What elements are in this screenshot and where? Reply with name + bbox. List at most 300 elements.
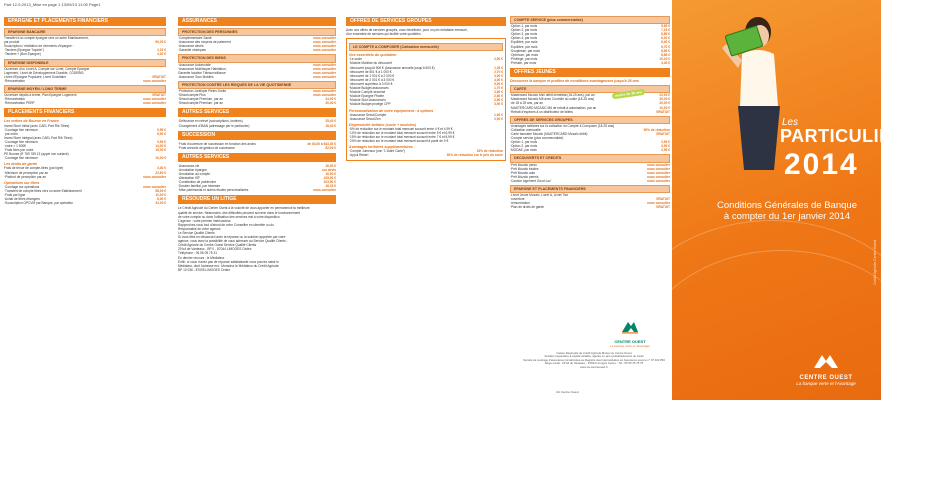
offres-services-groupes-list (510, 124, 670, 153)
price-value: 1,00 € (494, 112, 503, 117)
price-value: 20,00 € (659, 101, 670, 106)
price-label: ·Livret Jeune Mozaïc, Livret A, Livret Tiwi (510, 193, 568, 198)
text-line: Avec nos offres de services groupés, vous bénéficiez, pour un prix forfaitaire mensuel, (346, 28, 468, 32)
cover-les: Les (782, 117, 799, 128)
price-label: ·Souplesse, par mois (510, 48, 540, 53)
subheader-epargne-bancaire: EPARGNE BANCAIRE (4, 28, 166, 36)
subtitle-personnalisation: Personnalisation de votre équipement : à options (349, 108, 434, 113)
price-value: 15% de réduction (476, 149, 503, 154)
text-line: L'agence : votre premier interlocuteur (178, 218, 231, 223)
footer-note: CA Centre Ouest (556, 390, 579, 394)
cover-panel (672, 0, 918, 400)
price-value: 6,70 € (661, 44, 670, 49)
subheader-protection-biens: PROTECTION DES BIENS (178, 54, 336, 62)
subheader-offres-services-groupes: OFFRES DE SERVICES GROUPES (510, 116, 670, 124)
price-label: ·Garantie obsèques (178, 48, 206, 53)
subheader-epargne-disponible: EPARGNE DISPONIBLE (4, 59, 166, 67)
text-line: qualité de service. Néanmoins, des difficultés peuvent survenir dans le fonctionnement (178, 210, 301, 215)
column-epargne (4, 14, 166, 394)
litige-text (178, 206, 336, 272)
price-label: Livret d'Epargne Populaire, Livret Sociétaire (4, 74, 67, 79)
price-value: nous consulter (313, 62, 336, 67)
text-line: Responsable de votre agence. (178, 226, 222, 231)
price-row (4, 101, 166, 105)
text-line: Crédit Agricole du Centre Ouest Service Qualité Clients (178, 243, 257, 248)
price-value: 1,70 € (494, 86, 503, 91)
text-line: Rapprochez-vous tout d'abord de votre Conseiller en clientèle ou du (178, 222, 274, 227)
text-line: Médiateur, dont l'adresse est : Monsieur le Médiateur du Crédit Agricole (178, 263, 279, 268)
subtitle-essentiels: Vos essentiels du quotidien (349, 53, 397, 58)
price-label: Transfert d'un compte épargne vers un autre Etablissement, (4, 36, 89, 41)
price-value: GRATUIT (656, 205, 670, 210)
price-value: nous consulter (647, 166, 670, 171)
price-value: nous consulter (647, 178, 670, 183)
price-label: ·Courtage fixe minimum (4, 127, 38, 132)
price-label: ·Module Epargne Pilotée (349, 94, 385, 99)
logo-name: CENTRE OUEST (614, 339, 646, 344)
price-value: 16,90 € (325, 163, 336, 168)
price-label: ·Dossier familial, par trimestre (178, 184, 221, 189)
column-offres-groupes (346, 14, 506, 394)
price-label: Frais de tenue de compte-titres (par ligne) (4, 166, 64, 171)
autres-services-1-list (178, 119, 336, 127)
price-value: nous consulter (313, 188, 336, 193)
text-line: Le Crédit Agricole du Centre Ouest a la volonté de vous apporter en permanence la meilleure (178, 206, 310, 211)
text-line: BP 10 036 - 87005 LIMOGES Cedex (178, 267, 231, 272)
price-label: ·Courtage fixe minimum (4, 156, 38, 161)
price-row (510, 110, 670, 114)
price-value: 8,85 € (661, 48, 670, 53)
price-label: ·10% de réduction sur le montant total mensuel souscrit entre 5 € et 6,99 € (349, 130, 455, 135)
price-value: nous consulter (313, 36, 336, 41)
price-value: 50% de réduction (643, 127, 670, 132)
price-label: ·Mise patrimonial et autres études personnalisées (178, 188, 249, 193)
offres-intro (346, 28, 506, 36)
price-value: 58,00 € (155, 188, 166, 193)
price-label: ·Annotation au compte (178, 171, 211, 176)
price-label: PE Bourse (R 789 789 13 (appel non surtaxé) (4, 152, 69, 157)
subheader-compte-service: COMPTE SERVICE (plus commercialisé) (510, 16, 670, 24)
price-value: 22,00 € (659, 93, 670, 98)
price-label: ·Module Suivi Assurances (349, 98, 386, 103)
price-label: ·5% de réduction sur le montant total mensuel souscrit entre 4 € et 4,99 € (349, 126, 453, 131)
price-label: Invest Store Intégral (avec CAEL Part Rib Titres) (4, 135, 73, 140)
price-label: ·Option 2, par mois (510, 144, 538, 149)
price-label: ·Attestation ISF (178, 176, 200, 181)
price-label: ·par ordre (4, 131, 18, 136)
price-label: ·Module Budget protégé CPP (349, 102, 391, 107)
subtitle-degressivite: Dégressivité tarifaire (socle + modules) (349, 122, 417, 127)
price-value: nous consulter (313, 74, 336, 79)
price-row (4, 79, 166, 83)
price-label: ·Equilibre, par mois (510, 44, 538, 49)
price-label: ·Mastercard Mozaïc Mini débit immédiat (18-25 ans), par an (510, 93, 595, 98)
cover-logo-icon (811, 352, 841, 370)
cover-tagline: La banque verte et l'Avantage (796, 381, 856, 386)
price-label: Garantie locative Télésurveillance (178, 70, 226, 75)
section-header-autres-services-1: AUTRES SERVICES (178, 108, 336, 117)
price-label: ·Prêt Mozaïc auto (510, 170, 536, 175)
garde-list (4, 166, 166, 178)
price-value: 18,35 € (325, 184, 336, 189)
price-label: ·20% de réduction sur le montant total mensuel souscrit à partir de 9 € (349, 139, 449, 144)
personnalisation-list (349, 113, 503, 121)
price-label: ·Retrait d'espèces à un distributeur de billets (510, 109, 573, 114)
price-value: 8,00 € (157, 131, 166, 136)
column-assurances (178, 14, 336, 394)
price-value: 90,20 € (155, 40, 166, 45)
price-label: Ouverture dépôts à terme, Plan Epargne Logement (4, 93, 77, 98)
price-row (510, 205, 670, 209)
price-label: ·Equilibre, par mois (510, 40, 538, 45)
subheader-epargne-moyen: EPARGNE MOYEN / LONG TERME (4, 85, 166, 93)
price-value: nous consulter (647, 162, 670, 167)
price-label: ·Prêt Mozaïc perso (510, 162, 537, 167)
price-value: nous consulter (313, 48, 336, 53)
price-value: 5,65 € (661, 24, 670, 29)
price-label: ·Mastercard Mozaïc M6 avec Contrôle du solde (18-25 ans) (510, 97, 595, 102)
price-label: ·Assurance-vie (178, 163, 200, 168)
price-value: 105,00 € (323, 176, 336, 181)
avantages-list (349, 149, 503, 157)
section-header-placements: PLACEMENTS FINANCIERS (4, 108, 166, 117)
subheader-carte: CARTE (510, 85, 670, 93)
price-label: ·Privilège, par mois (510, 56, 538, 61)
decouverts-credits-list (510, 163, 670, 183)
price-value: 16,90 € (325, 171, 336, 176)
price-value: 10,00 € (659, 105, 670, 110)
price-value: 12,30 € (155, 193, 166, 197)
price-label: ·Plafond de perception par an (4, 174, 46, 179)
price-value: GRATUIT (152, 74, 166, 79)
price-value: 7,15 € (661, 28, 670, 33)
price-value: 22,50 € (155, 170, 166, 175)
price-label: ·Compte service (plus commercialisé) (510, 136, 564, 141)
price-label: ·Option 4, par mois (510, 36, 538, 41)
price-value: nous consulter (143, 101, 166, 106)
price-row (510, 179, 670, 183)
price-value: nous consulter (143, 78, 166, 83)
price-row (349, 117, 503, 121)
price-label: ·Courtage fixe minimum (4, 139, 38, 144)
text-line: Le Service Qualité Clients (178, 231, 215, 235)
price-label: ·Prêt Mozaïc permis (510, 174, 539, 179)
section-header-offres-jeunes: OFFRES JEUNES (510, 68, 670, 77)
price-label: ·Assurance SécuriZen (349, 116, 381, 121)
section-header-assurances: ASSURANCES (178, 17, 336, 26)
price-label: ·Transfert de compte titres vers un autre Etablissement (4, 188, 82, 193)
protection-personnes-list (178, 36, 336, 52)
price-label: ·ordre > 1 500€ (4, 143, 26, 148)
price-value: 25,40 € (325, 119, 336, 124)
price-label: ·Frais par ligne (4, 193, 26, 197)
price-row (349, 102, 503, 106)
text-line: Téléphone : 05 55 05 75 31 (178, 251, 217, 256)
section-header-offres-groupes: OFFRES DE SERVICES GROUPES (346, 17, 506, 26)
subtitle-avantages: Avantages tarifaires supplémentaires (349, 145, 413, 150)
price-value: nous consulter (647, 174, 670, 179)
price-label: Ouverture d'un Livret A, Compte sur Livret, Compte Epargne (4, 66, 90, 71)
price-value: 2,80 € (494, 94, 503, 99)
price-value: 2,00 € (494, 57, 503, 62)
price-value: 2,80 € (494, 90, 503, 95)
price-label: ·MASTERCARD MOZAÏC M6 de retrait à autorisation, par an (510, 105, 597, 110)
price-value: nous consulter (313, 93, 336, 98)
operations-list (4, 185, 166, 205)
price-label: ·Assurance décès (178, 44, 204, 49)
subheader-decouverts-credits: DECOUVERTS ET CREDITS (510, 154, 670, 162)
price-value: nous consulter (143, 174, 166, 179)
price-label: ·Constitution de patrimoine (178, 180, 217, 185)
price-value: 30,40 € (325, 101, 336, 106)
price-value: 6,40 € (661, 40, 670, 45)
compte-composer-list (349, 57, 503, 106)
price-value: nous consulter (143, 184, 166, 189)
cover-conditions-line2: à compter du 1er janvier 2014 (723, 211, 851, 222)
price-value: 0,95 € (157, 139, 166, 144)
price-row (510, 61, 670, 65)
text-line: d'un ensemble de services qui facilite votre quotidien. (346, 32, 422, 37)
price-row (510, 148, 670, 152)
price-label: ·Appui Réseri (349, 153, 369, 158)
price-label: ·Protection Juridique Pleins Droits (178, 89, 227, 94)
price-label: ·Tandem (Epargne "liquide") (4, 48, 44, 53)
price-label: ·Plan de droits de garde (510, 205, 545, 210)
price-value: 4,30 € (157, 166, 166, 171)
price-row (4, 175, 166, 179)
price-value: 4,00 € (494, 77, 503, 82)
offres-jeunes-intro: Découvrez la banque et profitez de conditions avantageuses jusqu'à 26 ans (510, 79, 639, 84)
text-line: Société coopérative à capital variable, agréée en tant qu'établissement de crédit (544, 354, 644, 359)
price-label: ·Sécuricompte Premium, par an (178, 97, 223, 102)
price-label: ·découvert jusqu'à 500 € (Assurance annuelle jusqu'à 500 €) (349, 65, 435, 70)
price-value: 5,00 € (494, 81, 503, 86)
epargne-placements-list (510, 193, 670, 209)
price-row (349, 153, 503, 157)
price-label: ·Assurance Tous Mobiles (178, 74, 214, 79)
price-value: 103,50 € (323, 180, 336, 185)
price-label: ·Frais fixes par ordre (4, 148, 34, 153)
section-header-litige: RÉSOUDRE UN LITIGE (178, 195, 336, 204)
price-value: 10,00 € (155, 156, 166, 161)
cover-logo (776, 352, 876, 386)
cover-particuliers: PARTICULIERS (780, 126, 918, 146)
price-value: nous consulter (313, 40, 336, 45)
price-label: ·découvert de 501 € à 1 000 € (349, 69, 392, 74)
price-label: ·Annotation épargne (178, 167, 207, 172)
price-label: ·ouverture (510, 197, 525, 202)
price-value: 10,20 € (659, 56, 670, 61)
price-label: ·Prélude, par mois (510, 60, 537, 65)
price-label: ·Option 1, par mois (510, 24, 538, 29)
price-label: ·Carte bancaire Mozaïc (MASTERCARD Mozaïc débit) (510, 131, 588, 136)
subtitle-droits-garde: Les droits de garde (4, 162, 38, 167)
degressivite-list (349, 127, 503, 143)
price-label: ·Option 3, par mois (510, 32, 538, 37)
price-value: sur devis (322, 167, 336, 172)
price-label: ·Assurance Automobile (178, 62, 211, 67)
price-value: nous consulter (647, 201, 670, 206)
price-label: ·Option 1, par mois (510, 140, 538, 145)
price-row (4, 156, 166, 160)
autres-services-2-list (178, 164, 336, 193)
price-value: nous consulter (313, 89, 336, 94)
price-label: ·Frais d'ouverture de succession en fonction des avoirs (178, 141, 256, 146)
text-line: Caisse Régionale de Crédit Agricole Mutuel du Centre Ouest (556, 351, 632, 355)
price-label: ·Sécuricompte Plus (178, 93, 206, 98)
price-row (178, 124, 336, 128)
subheader-compte-composer: LE COMPTE A COMPOSER (Cotisation mensuelle) (349, 43, 503, 51)
cover-side-text: Crédit Agricole Centre Ouest (873, 240, 877, 285)
text-line: agence, vous avez la possibilité de vous adresser au Service Qualité Clients : (178, 239, 288, 244)
price-label: ·Assurance des moyens de paiement (178, 40, 231, 45)
protection-biens-list (178, 63, 336, 79)
price-label: ·Module Budget assurances (349, 86, 389, 91)
subheader-protection-risques: PROTECTION CONTRE LES RISQUES DE LA VIE QUOTIDIENNE (178, 81, 336, 89)
cover-brand: CENTRE OUEST (799, 375, 853, 381)
price-value: 1,35 € (494, 65, 503, 70)
price-value: 8,85 € (661, 32, 670, 37)
price-label: ·Module Compte sécurisé (349, 90, 386, 95)
price-value: 24,00 € (325, 97, 336, 102)
price-value: 2,95 € (661, 140, 670, 145)
price-value: GRATUIT (656, 131, 670, 136)
price-value: 92,00 € (325, 145, 336, 150)
price-value: 8,00 € (157, 197, 166, 202)
price-label: ·Caution logement Good Loc' (510, 178, 552, 183)
price-label: ·Assurance SécuriCompte (349, 112, 387, 117)
price-label: ·Assurance Multirisque Habitation, (178, 66, 227, 71)
epargne-moyen-list (4, 93, 166, 105)
price-label: ·Rémunération (4, 78, 26, 83)
text-line: Siège social : 29 bd de Vanteaux - 87044 Limoges Cedex - Tél : 05 55 05 75 75 (544, 361, 644, 366)
logo-tagline: La banque verte et l'Avantage (610, 344, 650, 348)
price-value: 4,20 € (157, 52, 166, 57)
price-label: ·Frais annuels de gestion de succession (178, 145, 235, 150)
price-label: ·découvert de 1 001 € à 2 000 € (349, 73, 395, 78)
price-label: ·Rémunération (4, 97, 26, 102)
price-label: ·Changement d'IBAN (adressage par le particulier) (178, 123, 250, 128)
price-value: 32,20 € (155, 201, 166, 206)
price-value: nous consulter (313, 70, 336, 75)
price-value: 30% de réduction sur le prix du socle (446, 153, 503, 158)
succession-list (178, 142, 336, 150)
price-value: GRATUIT (152, 93, 166, 98)
price-value: nous consulter (143, 97, 166, 102)
price-value: 3,45 € (661, 60, 670, 65)
price-label: ·Module Maîtrise du découvert (349, 61, 393, 66)
protection-risques-list (178, 89, 336, 105)
price-row (178, 48, 336, 52)
price-row (4, 201, 166, 205)
cover-conditions (692, 200, 882, 222)
price-label: ·Avantages tarifaires sur la cotisation du Compte à Composer (18-25 ans) (510, 123, 615, 128)
price-label: ·Courtage sur opérations (4, 184, 40, 189)
subheader-epargne-placements: EPARGNE ET PLACEMENTS FINANCIERS (510, 185, 670, 193)
subtitle-operations-titres: Opérations sur titres (4, 180, 40, 185)
price-value: de 83,00 à 643,35 € (307, 141, 336, 146)
price-label: ·Le socle (349, 57, 362, 62)
price-label: ·découvert de 2 001 € à 3 000 € (349, 77, 395, 82)
price-label: ·Achat de titres étrangers (4, 197, 40, 202)
price-row (178, 101, 336, 105)
price-label: par produit (4, 40, 20, 45)
price-value: 30,00 € (659, 97, 670, 102)
price-value: 2,95 € (661, 148, 670, 153)
compte-service-list (510, 24, 670, 65)
price-value: 19,00 € (155, 148, 166, 153)
price-label: ·de 18 à 25 ans, par an (510, 101, 543, 106)
epargne-disponible-list (4, 67, 166, 83)
price-value: nous consulter (313, 44, 336, 49)
price-label: ·Prêt Mozaïc études (510, 166, 539, 171)
price-label: ·découvert supérieur à 3 000 € (349, 81, 393, 86)
price-value: 14,00 € (155, 143, 166, 148)
price-value: 3,00 € (494, 102, 503, 107)
price-row (178, 146, 336, 150)
text-line: de votre compte ou dans l'utilisation des services mis à votre disposition. (178, 214, 281, 219)
text-line: Si vous êtes en désaccord avec la réponse ou la solution apportée par votre (178, 235, 286, 240)
price-label: ·Option 2, par mois (510, 28, 538, 33)
print-metadata: Part 12-9-2013_Mise en page 1 13/09/13 11:05 Page1 (4, 2, 101, 7)
price-label: Invest Store Initial (avec CAEL Part Rib Titres) (4, 123, 70, 128)
price-value: 8,85 € (661, 52, 670, 57)
placements-list (4, 124, 166, 161)
price-label: ·Tandem + (Bon Epargne) (4, 52, 41, 57)
price-label: Logement, Livret de Développement Durable, CODEBIS, (4, 70, 85, 75)
text-line: Société de courtage d'assurance immatriculée au Registre des Intermédiaires en Assurance sous le n° 07 022 854 (523, 357, 665, 362)
subtitle-bourse: Les ordres de Bourse en France (4, 119, 59, 124)
epargne-bancaire-list (4, 36, 166, 56)
badge-moins-26-ans: moins de 26 ans (612, 89, 646, 100)
carte-list (510, 93, 670, 113)
price-value: 2,00 € (494, 116, 503, 121)
price-row (4, 52, 166, 56)
price-label: ·Minimum de perception par an (4, 170, 49, 175)
price-value: 2,15 € (157, 48, 166, 53)
price-value: 6,20 € (661, 36, 670, 41)
price-row (349, 139, 503, 143)
price-label: Souscription / résiliation de virements d'épargne : (4, 44, 74, 49)
price-row (178, 75, 336, 79)
price-label: ·Compte Jumeaux (non "L'Autre Carte") (349, 149, 406, 154)
price-label: ·Cotisation mensuelle (510, 127, 541, 132)
price-label: ·15% de réduction sur le montant total mensuel souscrit entre 7 € et 8,99 € (349, 135, 455, 140)
price-value: 3,95 € (661, 144, 670, 149)
price-value: 3,00 € (494, 73, 503, 78)
price-label: ·Rémunération PERP (4, 101, 35, 106)
price-value: GRATUIT (656, 109, 670, 114)
price-value: 18,40 € (325, 123, 336, 128)
price-label: ·MODAE, par mois (510, 148, 537, 153)
compte-a-composer-box (346, 38, 506, 160)
section-header-epargne: EPARGNE ET PLACEMENTS FINANCIERS (4, 17, 166, 26)
price-label: ·rémunération (510, 201, 530, 206)
cover-conditions-line1: Conditions Générales de Banque (717, 200, 857, 211)
cover-year: 2014 (784, 148, 859, 181)
price-label: ·Optimum, par mois (510, 52, 538, 57)
text-line: Enfin, si vous n'avez pas de réponse satisfaisante vous pouvez saisir le (178, 259, 279, 264)
subheader-protection-personnes: PROTECTION DES PERSONNES (178, 28, 336, 36)
text-line: En dernier recours : le Médiateur (178, 255, 225, 260)
price-value: 2,80 € (494, 98, 503, 103)
section-header-autres-services-2: AUTRES SERVICES (178, 153, 336, 162)
price-value: 0,95 € (157, 127, 166, 132)
price-value: nous consulter (313, 66, 336, 71)
price-label: ·Délivrance en relevé (souscriptions, tontines) (178, 119, 243, 124)
section-header-succession: SUCCESSION (178, 131, 336, 140)
price-label: ·Complémentaire Santé (178, 36, 212, 41)
